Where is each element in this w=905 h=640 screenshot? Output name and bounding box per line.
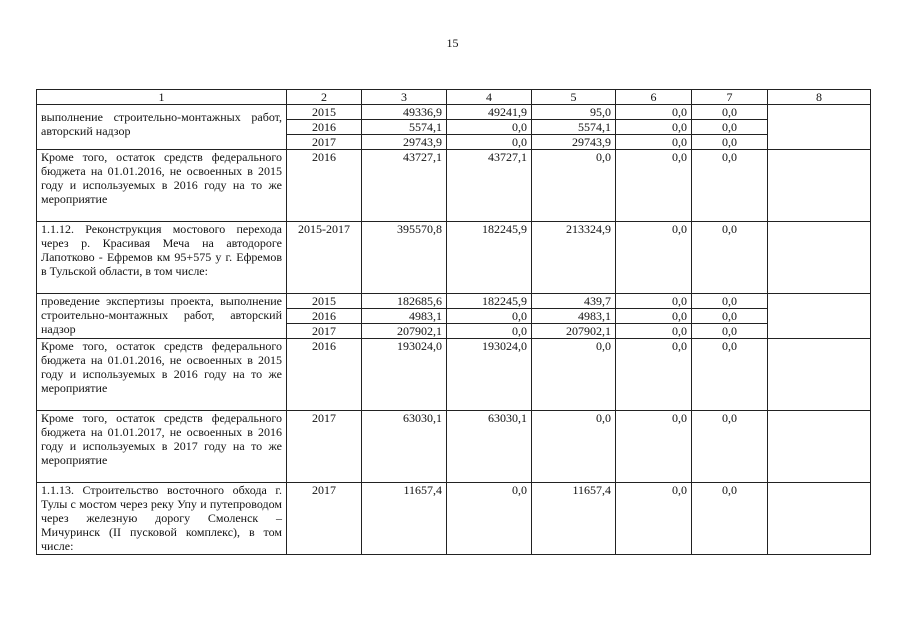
value-cell: 63030,1 xyxy=(447,411,532,483)
table-row xyxy=(37,222,871,294)
year-cell: 2016 xyxy=(287,339,362,411)
value-cell: 0,0 xyxy=(447,483,532,555)
header-cell: 1 xyxy=(37,90,287,105)
year-cell: 2017 xyxy=(287,135,362,150)
value-cell: 395570,8 xyxy=(362,222,447,294)
value-cell: 0,0 xyxy=(616,411,692,483)
year-cell: 2015 xyxy=(287,105,362,120)
year-cell: 2017 xyxy=(287,411,362,483)
value-cell: 0,0 xyxy=(532,339,616,411)
table-row xyxy=(37,339,871,411)
value-cell: 29743,9 xyxy=(362,135,447,150)
value-cell: 0,0 xyxy=(692,294,768,309)
value-cell: 213324,9 xyxy=(532,222,616,294)
value-cell: 207902,1 xyxy=(532,324,616,339)
year-cell: 2017 xyxy=(287,483,362,555)
value-cell: 0,0 xyxy=(616,324,692,339)
row-description: Кроме того, остаток средств федерального бюджета на 01.01.2017, не освоенных в 2016 году и используемых в 2017 году на то же мероприятие xyxy=(37,411,287,483)
empty-cell xyxy=(768,105,871,150)
value-cell: 193024,0 xyxy=(362,339,447,411)
value-cell: 207902,1 xyxy=(362,324,447,339)
value-cell: 182685,6 xyxy=(362,294,447,309)
value-cell: 0,0 xyxy=(616,222,692,294)
value-cell: 0,0 xyxy=(692,120,768,135)
value-cell: 0,0 xyxy=(692,150,768,222)
value-cell: 4983,1 xyxy=(362,309,447,324)
value-cell: 0,0 xyxy=(692,411,768,483)
value-cell: 0,0 xyxy=(616,339,692,411)
header-cell: 6 xyxy=(616,90,692,105)
year-cell: 2015-2017 xyxy=(287,222,362,294)
value-cell: 0,0 xyxy=(616,135,692,150)
value-cell: 0,0 xyxy=(616,483,692,555)
value-cell: 5574,1 xyxy=(362,120,447,135)
header-cell: 8 xyxy=(768,90,871,105)
year-cell: 2016 xyxy=(287,120,362,135)
value-cell: 0,0 xyxy=(616,120,692,135)
empty-cell xyxy=(768,222,871,294)
value-cell: 193024,0 xyxy=(447,339,532,411)
year-cell: 2017 xyxy=(287,324,362,339)
table-row xyxy=(37,150,871,222)
value-cell: 0,0 xyxy=(692,105,768,120)
value-cell: 63030,1 xyxy=(362,411,447,483)
budget-table xyxy=(36,89,871,555)
table-row xyxy=(37,483,871,555)
value-cell: 0,0 xyxy=(447,324,532,339)
value-cell: 11657,4 xyxy=(362,483,447,555)
row-description: Кроме того, остаток средств федерального бюджета на 01.01.2016, не освоенных в 2015 году и используемых в 2016 году на то же мероприятие xyxy=(37,339,287,411)
value-cell: 0,0 xyxy=(692,339,768,411)
value-cell: 4983,1 xyxy=(532,309,616,324)
header-cell: 4 xyxy=(447,90,532,105)
header-cell: 7 xyxy=(692,90,768,105)
year-cell: 2016 xyxy=(287,150,362,222)
value-cell: 5574,1 xyxy=(532,120,616,135)
value-cell: 0,0 xyxy=(692,135,768,150)
row-description: выполнение строительно-монтажных работ, авторский надзор xyxy=(37,105,287,150)
year-cell: 2015 xyxy=(287,294,362,309)
header-cell: 5 xyxy=(532,90,616,105)
row-description: 1.1.13. Строительство восточного обхода г. Тулы с мостом через реку Упу и путепроводом через железную дорогу Смоленск – Мичуринск (II пусковой комплекс), в том числе: xyxy=(37,483,287,555)
value-cell: 43727,1 xyxy=(447,150,532,222)
row-description: проведение экспертизы проекта, выполнение строительно-монтажных работ, авторский надзор xyxy=(37,294,287,339)
value-cell: 11657,4 xyxy=(532,483,616,555)
value-cell: 182245,9 xyxy=(447,294,532,309)
value-cell: 0,0 xyxy=(616,150,692,222)
value-cell: 0,0 xyxy=(532,411,616,483)
header-cell: 2 xyxy=(287,90,362,105)
value-cell: 0,0 xyxy=(692,324,768,339)
empty-cell xyxy=(768,150,871,222)
value-cell: 182245,9 xyxy=(447,222,532,294)
value-cell: 0,0 xyxy=(692,222,768,294)
value-cell: 0,0 xyxy=(692,483,768,555)
row-description: 1.1.12. Реконструкция мостового перехода через р. Красивая Меча на автодороге Лапотково - Ефремов км 95+575 у г. Ефремов в Тульской области, в том числе: xyxy=(37,222,287,294)
value-cell: 43727,1 xyxy=(362,150,447,222)
value-cell: 49241,9 xyxy=(447,105,532,120)
value-cell: 0,0 xyxy=(447,135,532,150)
table-row xyxy=(37,105,871,120)
year-cell: 2016 xyxy=(287,309,362,324)
value-cell: 95,0 xyxy=(532,105,616,120)
value-cell: 49336,9 xyxy=(362,105,447,120)
page-number: 15 xyxy=(446,36,459,50)
value-cell: 0,0 xyxy=(532,150,616,222)
value-cell: 0,0 xyxy=(692,309,768,324)
table-row xyxy=(37,411,871,483)
table-row xyxy=(37,294,871,309)
value-cell: 0,0 xyxy=(616,294,692,309)
row-description: Кроме того, остаток средств федерального бюджета на 01.01.2016, не освоенных в 2015 году и используемых в 2016 году на то же мероприятие xyxy=(37,150,287,222)
value-cell: 439,7 xyxy=(532,294,616,309)
value-cell: 29743,9 xyxy=(532,135,616,150)
empty-cell xyxy=(768,339,871,411)
value-cell: 0,0 xyxy=(616,309,692,324)
header-row xyxy=(37,90,871,105)
empty-cell xyxy=(768,294,871,339)
value-cell: 0,0 xyxy=(616,105,692,120)
value-cell: 0,0 xyxy=(447,120,532,135)
empty-cell xyxy=(768,483,871,555)
header-cell: 3 xyxy=(362,90,447,105)
empty-cell xyxy=(768,411,871,483)
value-cell: 0,0 xyxy=(447,309,532,324)
